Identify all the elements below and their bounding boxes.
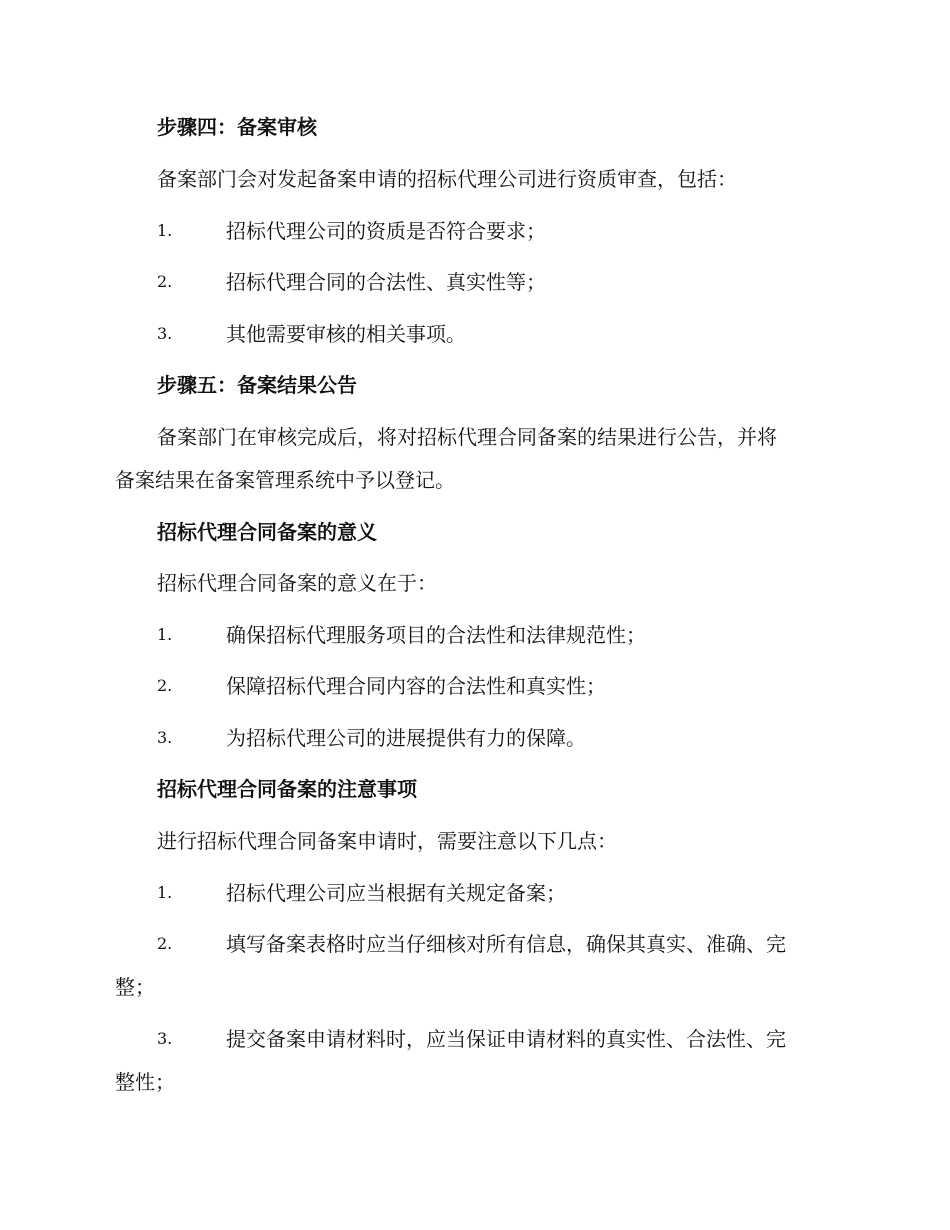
list-text: 确保招标代理服务项目的合法性和法律规范性； bbox=[226, 623, 646, 647]
list-number: 2. bbox=[157, 676, 173, 695]
list-item bbox=[157, 320, 837, 348]
list-text: 保障招标代理合同内容的合法性和真实性； bbox=[226, 674, 606, 698]
list-item bbox=[157, 930, 837, 958]
section-heading-step5: 步骤五：备案结果公告 bbox=[157, 373, 357, 397]
list-text-continuation: 整； bbox=[115, 975, 155, 999]
list-number: 2. bbox=[157, 934, 173, 953]
list-number: 3. bbox=[157, 324, 173, 343]
list-number: 1. bbox=[157, 221, 173, 240]
section-paragraph-line: 备案结果在备案管理系统中予以登记。 bbox=[115, 468, 455, 492]
list-text: 招标代理合同的合法性、真实性等； bbox=[226, 270, 546, 294]
list-number: 1. bbox=[157, 625, 173, 644]
section-heading-step4: 步骤四：备案审核 bbox=[157, 115, 317, 139]
list-number: 3. bbox=[157, 728, 173, 747]
list-text: 填写备案表格时应当仔细核对所有信息，确保其真实、准确、完 bbox=[226, 932, 786, 956]
list-number: 2. bbox=[157, 272, 173, 291]
list-number: 1. bbox=[157, 883, 173, 902]
list-item bbox=[157, 217, 837, 245]
list-text: 招标代理公司应当根据有关规定备案； bbox=[226, 881, 566, 905]
list-text: 为招标代理公司的进展提供有力的保障。 bbox=[226, 726, 586, 750]
list-item bbox=[157, 879, 837, 907]
list-item bbox=[157, 621, 837, 649]
section-heading-notes: 招标代理合同备案的注意事项 bbox=[157, 777, 417, 801]
list-item bbox=[157, 268, 837, 296]
list-item bbox=[157, 672, 837, 700]
section-intro-notes: 进行招标代理合同备案申请时，需要注意以下几点： bbox=[157, 829, 617, 853]
list-text: 提交备案申请材料时，应当保证申请材料的真实性、合法性、完 bbox=[226, 1027, 786, 1051]
list-text: 其他需要审核的相关事项。 bbox=[226, 322, 466, 346]
list-text-continuation: 整性； bbox=[115, 1070, 175, 1094]
list-item bbox=[157, 724, 837, 752]
section-paragraph-line: 备案部门在审核完成后，将对招标代理合同备案的结果进行公告，并将 bbox=[157, 425, 777, 449]
list-text: 招标代理公司的资质是否符合要求； bbox=[226, 219, 546, 243]
section-intro-step4: 备案部门会对发起备案申请的招标代理公司进行资质审查，包括： bbox=[157, 167, 737, 191]
section-heading-meaning: 招标代理合同备案的意义 bbox=[157, 520, 377, 544]
list-item bbox=[157, 1025, 837, 1053]
list-number: 3. bbox=[157, 1029, 173, 1048]
section-intro-meaning: 招标代理合同备案的意义在于： bbox=[157, 571, 437, 595]
